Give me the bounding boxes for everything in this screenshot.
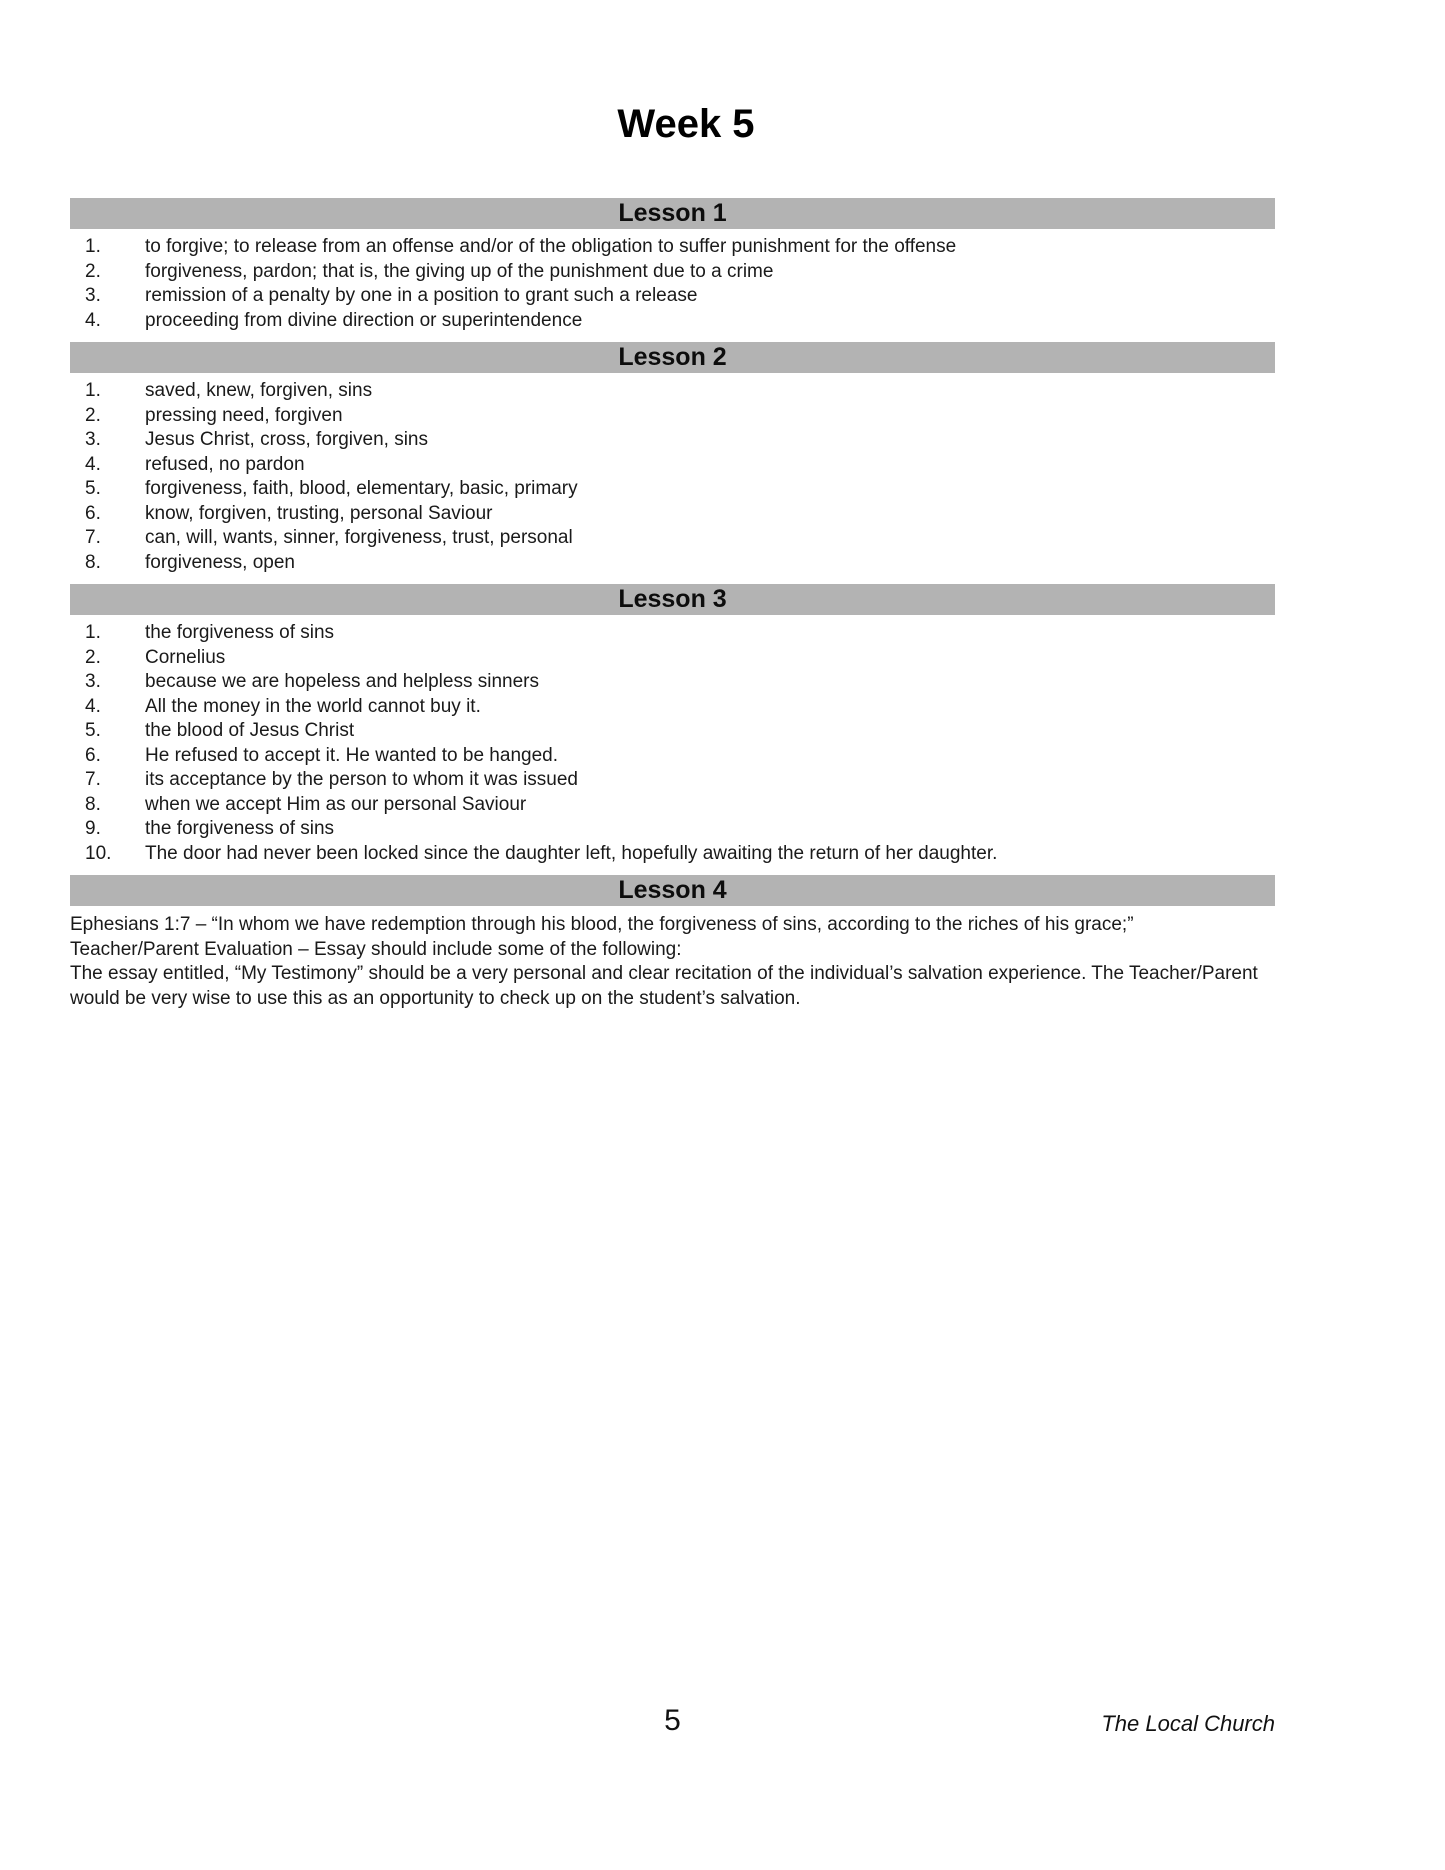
answer-text: remission of a penalty by one in a position to grant such a release xyxy=(145,285,698,306)
answer-text: Jesus Christ, cross, forgiven, sins xyxy=(145,429,428,450)
answer-row xyxy=(70,309,1302,334)
answer-text: when we accept Him as our personal Saviour xyxy=(145,793,527,815)
page-title: Week 5 xyxy=(617,102,755,146)
answer-text: to forgive; to release from an offense and/or of the obligation to suffer punishment for the offense xyxy=(145,236,957,257)
answer-row xyxy=(70,793,1302,818)
answer-number: 2. xyxy=(85,260,101,282)
answer-text: refused, no pardon xyxy=(145,453,305,475)
answer-row xyxy=(70,379,1302,404)
answer-row xyxy=(70,695,1302,720)
answer-text: know, forgiven, trusting, personal Saviour xyxy=(145,502,493,524)
answer-text: Cornelius xyxy=(145,646,226,668)
answer-number: 6. xyxy=(85,744,101,766)
page-content xyxy=(70,0,1302,1011)
answer-number: 2. xyxy=(85,646,101,668)
answer-text: the forgiveness of sins xyxy=(145,818,335,839)
answer-text: the blood of Jesus Christ xyxy=(145,720,355,741)
lesson-3-answer-list xyxy=(70,621,1302,866)
page-footer xyxy=(70,1702,1275,1750)
answer-number: 4. xyxy=(85,309,101,331)
answer-number: 2. xyxy=(85,404,101,426)
answer-row xyxy=(70,670,1302,695)
answer-number: 5. xyxy=(85,720,101,741)
lesson-1-header: Lesson 1 xyxy=(70,198,1275,229)
paragraph: Ephesians 1:7 – “In whom we have redemption through his blood, the forgiveness of sins, according to the riches of his grace;” xyxy=(70,914,1134,935)
answer-number: 1. xyxy=(85,236,101,257)
answer-number: 1. xyxy=(85,622,101,643)
answer-number: 9. xyxy=(85,818,101,839)
answer-text: All the money in the world cannot buy it. xyxy=(145,695,481,717)
answer-number: 10. xyxy=(85,842,112,864)
answer-row xyxy=(70,768,1302,793)
answer-number: 8. xyxy=(85,551,101,573)
answer-row xyxy=(70,551,1302,576)
answer-number: 6. xyxy=(85,502,101,524)
paragraph: Teacher/Parent Evaluation – Essay should include some of the following: xyxy=(70,938,682,960)
answer-row xyxy=(70,842,1302,867)
answer-text: pressing need, forgiven xyxy=(145,404,343,426)
answer-number: 3. xyxy=(85,429,101,450)
answer-row xyxy=(70,526,1302,551)
answer-row xyxy=(70,428,1302,453)
answer-text: He refused to accept it. He wanted to be hanged. xyxy=(145,744,558,766)
answer-text: forgiveness, faith, blood, elementary, basic, primary xyxy=(145,478,578,499)
answer-number: 3. xyxy=(85,285,101,306)
answer-text: the forgiveness of sins xyxy=(145,622,335,643)
page-number: 5 xyxy=(664,1704,681,1737)
answer-text: proceeding from divine direction or superintendence xyxy=(145,309,583,331)
answer-row xyxy=(70,453,1302,478)
answer-text: forgiveness, pardon; that is, the giving up of the punishment due to a crime xyxy=(145,260,774,282)
answer-number: 5. xyxy=(85,478,101,499)
answer-number: 3. xyxy=(85,671,101,692)
answer-row xyxy=(70,744,1302,769)
answer-text: its acceptance by the person to whom it was issued xyxy=(145,769,579,790)
book-title: The Local Church xyxy=(1101,1711,1275,1736)
lesson-2-header: Lesson 2 xyxy=(70,342,1275,373)
answer-text: saved, knew, forgiven, sins xyxy=(145,380,373,401)
answer-row xyxy=(70,502,1302,527)
answer-row xyxy=(70,404,1302,429)
answer-number: 7. xyxy=(85,527,101,548)
answer-row xyxy=(70,284,1302,309)
answer-number: 1. xyxy=(85,380,101,401)
lesson-2-answer-list xyxy=(70,379,1302,575)
answer-row xyxy=(70,260,1302,285)
lesson-1-answer-list xyxy=(70,235,1302,333)
answer-row xyxy=(70,719,1302,744)
paragraph: The essay entitled, “My Testimony” should be a very personal and clear recitation of the individual’s salvation experience. The Teacher/Parent would be very wise to use this as an opportunity to check up on the student’s salvation. xyxy=(70,963,1258,1009)
answer-text: because we are hopeless and helpless sinners xyxy=(145,671,539,692)
answer-number: 4. xyxy=(85,695,101,717)
lesson-4-header: Lesson 4 xyxy=(70,875,1275,906)
answer-text: can, will, wants, sinner, forgiveness, trust, personal xyxy=(145,527,573,548)
answer-row xyxy=(70,235,1302,260)
answer-row xyxy=(70,477,1302,502)
answer-row xyxy=(70,646,1302,671)
answer-number: 7. xyxy=(85,769,101,790)
answer-text: The door had never been locked since the daughter left, hopefully awaiting the return of her daughter. xyxy=(145,842,998,864)
lesson-3-header: Lesson 3 xyxy=(70,584,1275,615)
answer-row xyxy=(70,621,1302,646)
lesson-4-paragraphs xyxy=(70,913,1302,1011)
answer-row xyxy=(70,817,1302,842)
answer-number: 4. xyxy=(85,453,101,475)
answer-number: 8. xyxy=(85,793,101,815)
answer-text: forgiveness, open xyxy=(145,551,295,573)
